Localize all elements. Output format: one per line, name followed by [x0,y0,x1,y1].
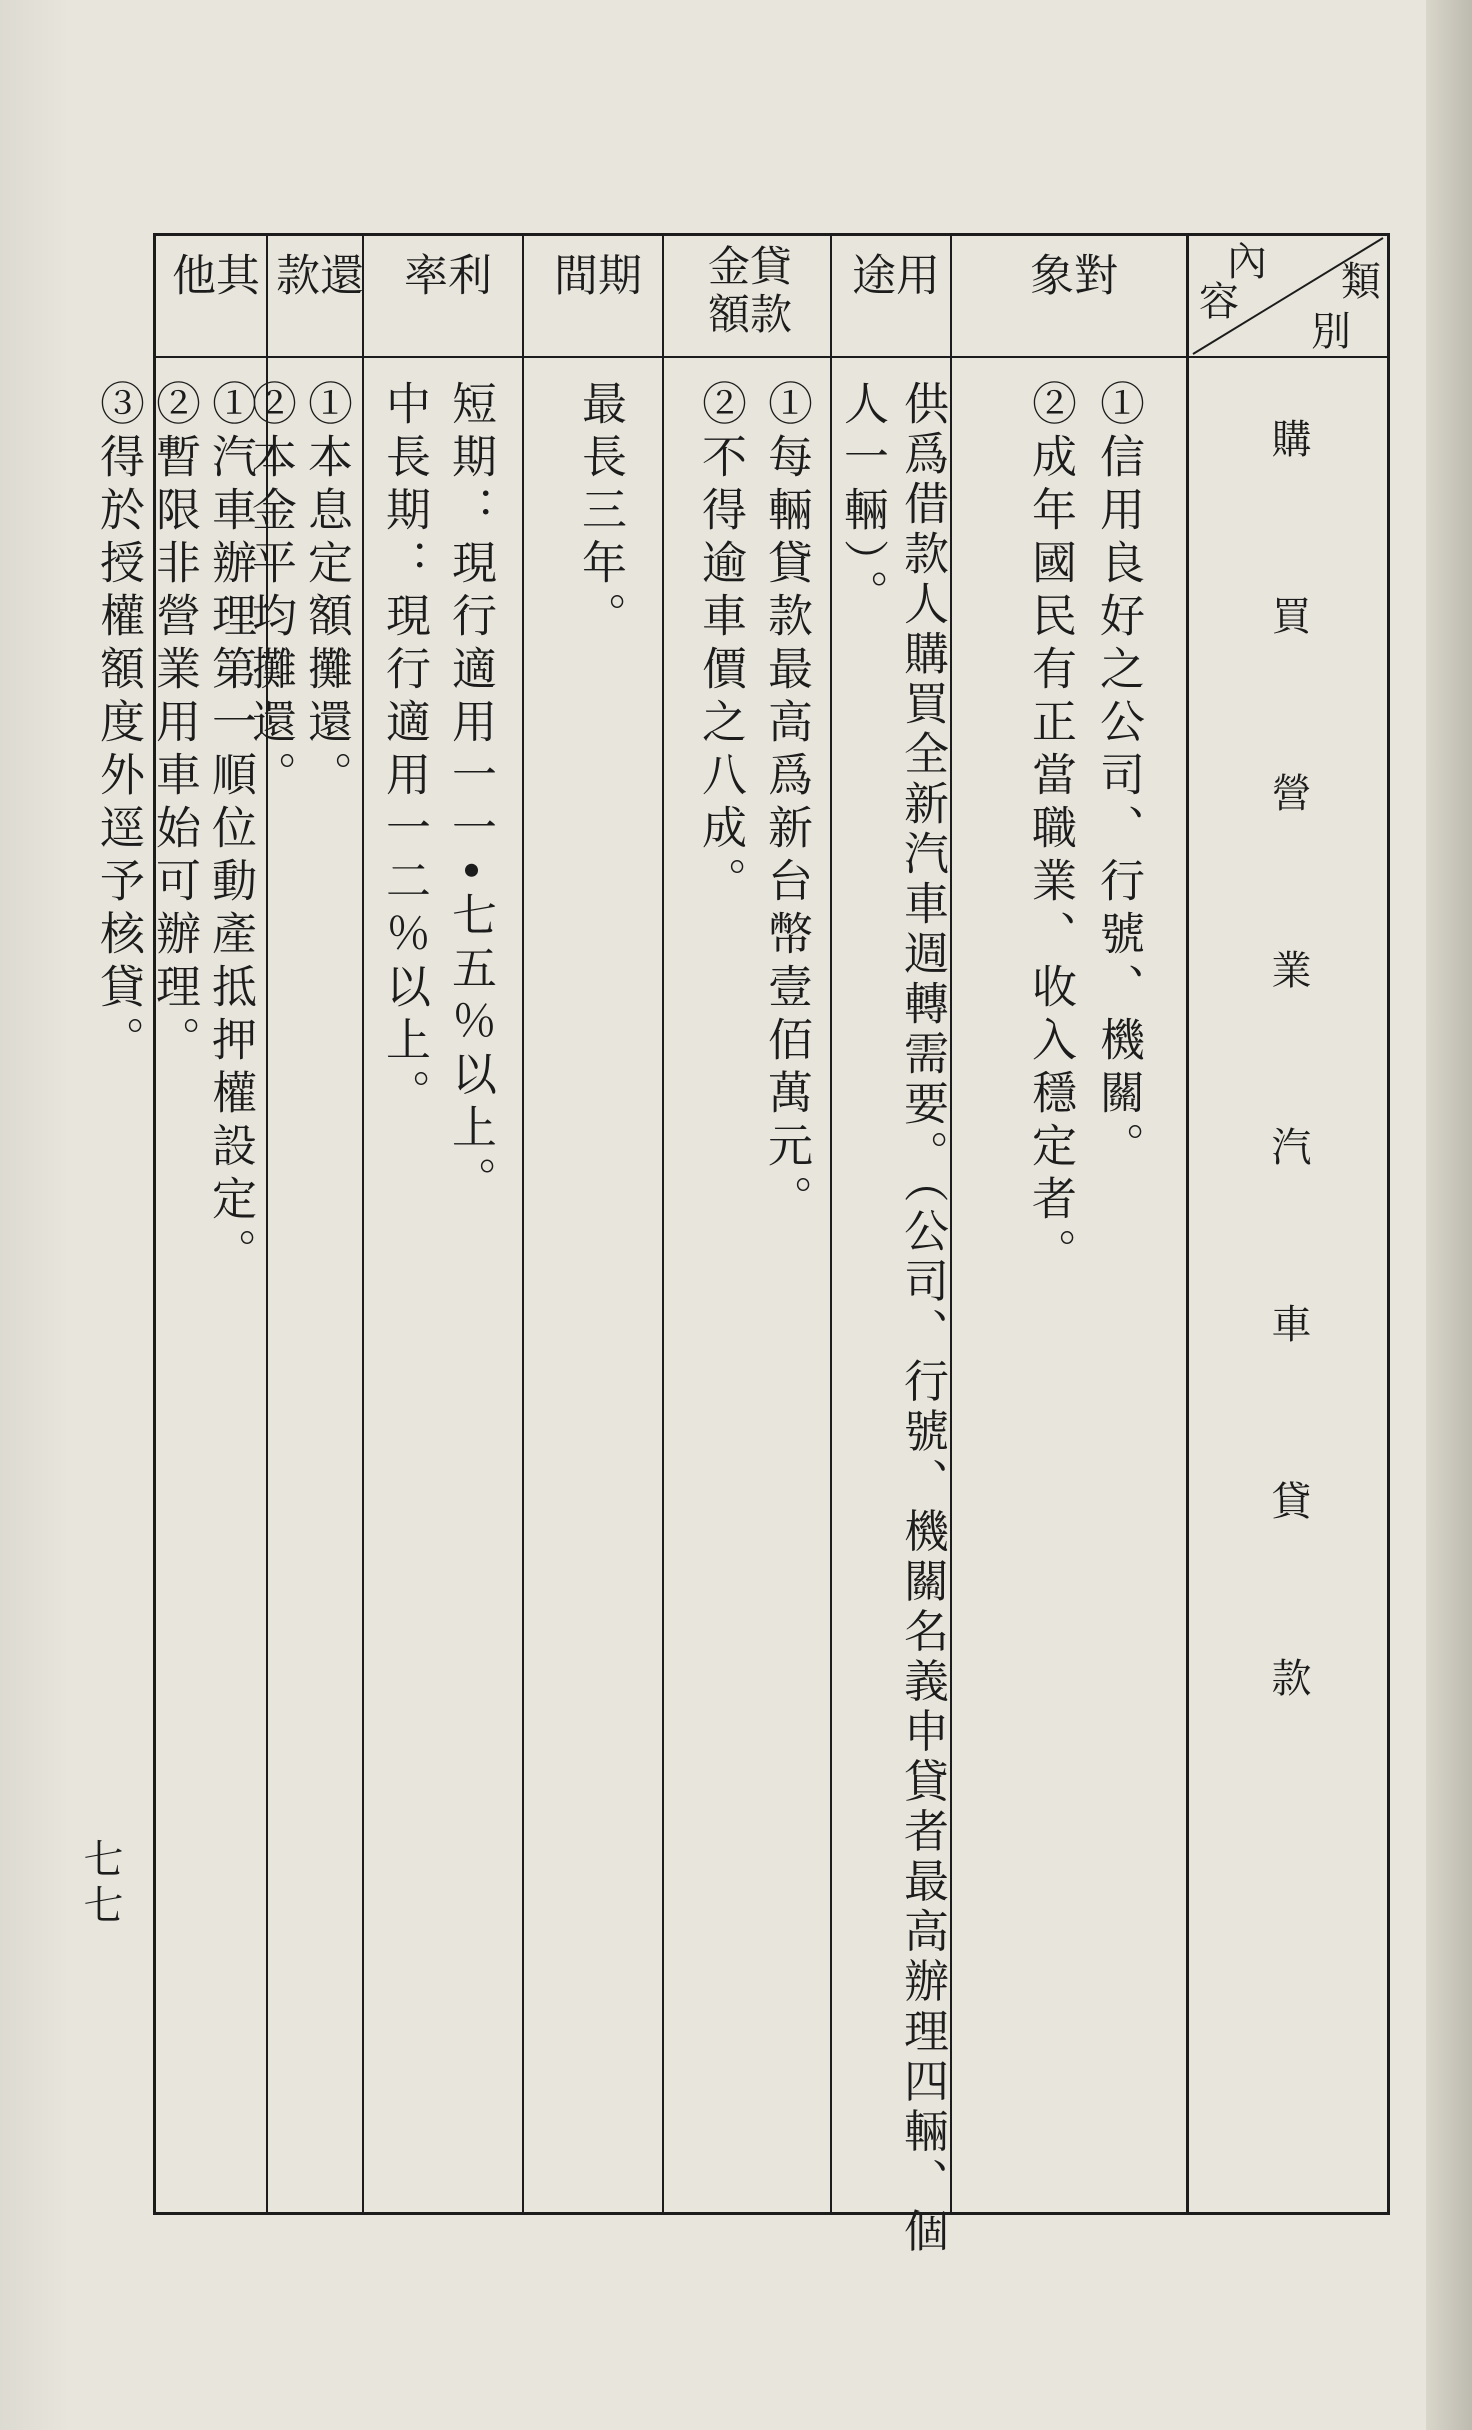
column-content [364,358,522,2212]
loan-title: 購買營業汽車貸款 [1265,418,1311,1834]
column-header [664,236,830,358]
content-line: ②不得逾車價之八成。 [694,380,747,910]
page-shadow [0,0,70,2430]
column-header [364,236,522,358]
header-label: 期間 [546,252,641,310]
content-line: ③得於授權額度外逕予核貸。 [92,380,145,1069]
content-line: ①汽車辦理第一順位動產抵押權設定。 [204,380,257,1281]
content-line: ②成年國民有正當職業、收入穩定者。 [1024,380,1077,1281]
column-content [524,358,662,2212]
column-amount [662,236,830,2212]
column-content [1189,358,1387,2212]
page-edge [1426,0,1472,2430]
content-line: 人一輛）。 [836,380,889,623]
header-label: 對象 [1022,252,1117,310]
column-content [244,358,362,2212]
column-content [664,358,830,2212]
page-number: 七七 [77,1838,123,1930]
header-label: 還款 [268,252,363,310]
corner-label-category-top: 類 [1341,259,1381,305]
column-title [1186,236,1387,2212]
column-header [952,236,1186,358]
header-label: 用途 [844,252,939,310]
corner-label-content-top: 內 [1227,239,1267,285]
column-rate [362,236,522,2212]
corner-label-content-bottom: 容 [1199,279,1239,325]
column-header [832,236,950,358]
column-header [268,236,362,358]
header-label: 其他 [164,252,259,310]
column-purpose [830,236,950,2258]
content-line: ①本息定額攤還。 [300,380,353,804]
corner-label-category-bottom: 別 [1311,309,1351,355]
content-line: ②本金平均攤還。 [244,380,297,804]
content-line: ②暫限非營業用車始可辦理。 [148,380,201,1069]
header-label: 貸款金額 [702,244,793,340]
column-content [952,358,1186,2212]
content-line: 供爲借款人購買全新汽車週轉需要。（公司、行號、機關名義申貸者最高辦理四輛、個 [896,380,949,2258]
column-term [522,236,662,2212]
header-label: 利率 [396,252,491,310]
column-header [156,236,266,358]
column-header [524,236,662,358]
content-line: 最長三年。 [574,380,627,645]
column-content [832,358,950,2258]
content-line: ①每輛貸款最高爲新台幣壹佰萬元。 [760,380,813,1228]
column-subjects [950,236,1186,2212]
content-line: 短期：現行適用一一•七五％以上。 [444,380,497,1210]
content-line: 中長期：現行適用一二％以上。 [378,380,431,1122]
content-line: ①信用良好之公司、行號、機關。 [1092,380,1145,1175]
column-repayment [244,236,363,2212]
corner-header [1189,236,1387,358]
